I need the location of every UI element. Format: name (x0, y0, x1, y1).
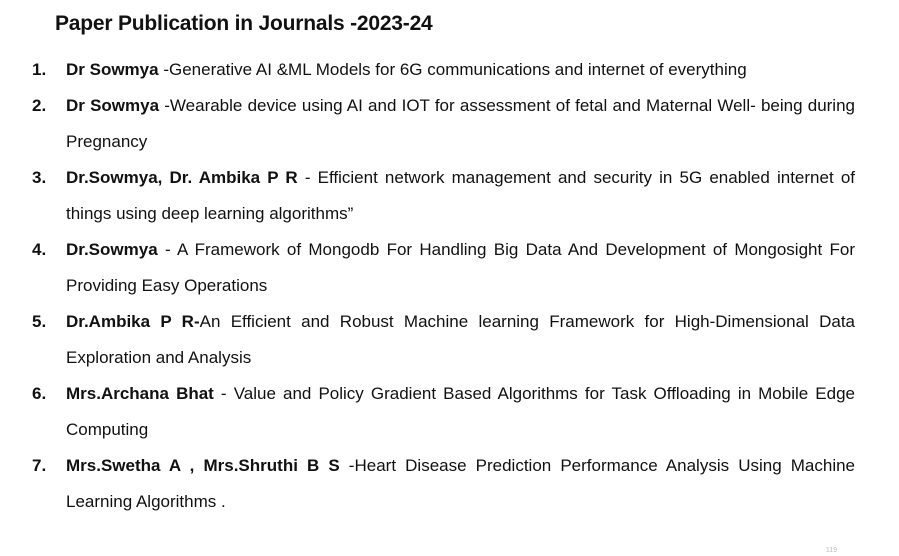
publication-separator: - (339, 456, 355, 475)
publication-separator: - (158, 60, 169, 79)
publication-title: An Efficient and Robust Machine learning Framework for High-Dimensional Data Exploration and Analysis (66, 312, 855, 367)
publication-authors: Dr.Sowmya (66, 240, 158, 259)
publication-authors: Mrs.Archana Bhat (66, 384, 214, 403)
publication-title: A Framework of Mongodb For Handling Big Data And Development of Mongosight For Providing Easy Operations (66, 240, 855, 295)
publication-list (0, 52, 899, 520)
publication-title: Value and Policy Gradient Based Algorithms for Task Offloading in Mobile Edge Computing (66, 384, 856, 439)
publication-authors: Dr.Sowmya, Dr. Ambika P R (66, 168, 298, 187)
publication-item-3 (0, 160, 899, 232)
publication-separator: - (297, 168, 318, 187)
publication-separator: - (159, 96, 170, 115)
page-title: Paper Publication in Journals -2023-24 (55, 12, 433, 35)
publication-title: Heart Disease Prediction Performance Analysis Using Machine Learning Algorithms . (66, 456, 856, 511)
publication-authors: Dr Sowmya (66, 96, 160, 115)
publication-number: 1. (32, 60, 47, 79)
publication-separator: - (157, 240, 177, 259)
publication-number: 6. (32, 384, 47, 403)
publication-authors: Mrs.Swetha A , Mrs.Shruthi B S (66, 456, 340, 475)
publication-item-6 (0, 376, 899, 448)
publication-number: 2. (32, 96, 47, 115)
publication-title: Efficient network management and security in 5G enabled internet of things using deep learning algorithms” (66, 168, 855, 223)
page-number: 119 (825, 547, 837, 554)
publication-separator: - (213, 384, 234, 403)
publication-number: 4. (32, 240, 47, 259)
publication-title: Generative AI &ML Models for 6G communications and internet of everything (168, 60, 747, 79)
publication-item-5 (0, 304, 899, 376)
publication-number: 3. (32, 168, 47, 187)
publication-item-2 (0, 88, 899, 160)
publication-authors: Dr.Ambika P R- (66, 312, 200, 331)
publication-title: Wearable device using AI and IOT for assessment of fetal and Maternal Well- being during Pregnancy (66, 96, 855, 151)
publication-item-4 (0, 232, 899, 304)
publication-item-1 (0, 52, 899, 88)
publication-number: 5. (32, 312, 47, 331)
publication-number: 7. (32, 456, 47, 475)
publication-item-7 (0, 448, 899, 520)
publication-authors: Dr Sowmya (66, 60, 159, 79)
